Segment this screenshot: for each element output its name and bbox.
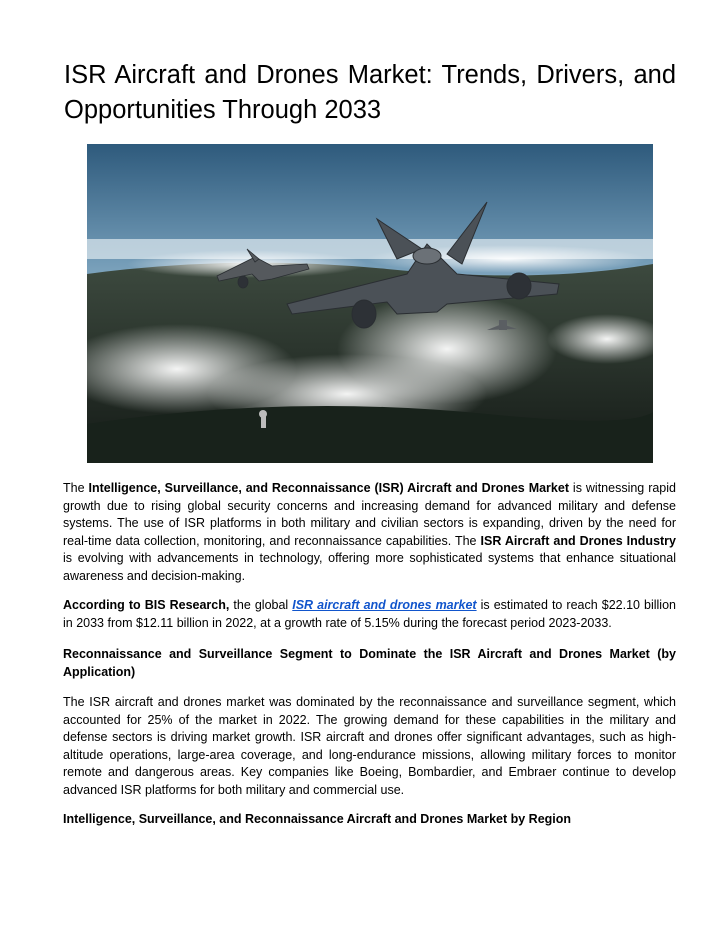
intro-paragraph bbox=[63, 480, 676, 585]
segment-paragraph: The ISR aircraft and drones market was dominated by the reconnaissance and surveillance segment, which accounted for 25% of the market in 2022. The growing demand for these capabilities in the military and defense sectors is driving market growth. ISR aircraft and drones offer significant advantages, such as high-altitude operations, large-area coverage, and long-endurance missions, allowing military forces to monitor remote and dangerous areas. Key companies like Boeing, Bombardier, and Embraer continue to develop advanced ISR platforms for both military and commercial use. bbox=[63, 695, 676, 797]
estimate-lead: According to BIS Research, bbox=[63, 598, 230, 612]
hero-image bbox=[87, 144, 653, 463]
intro-text: is evolving with advancements in technology, offering more sophisticated systems that enhance situational awareness and decision-making. bbox=[63, 551, 676, 583]
intro-bold-market: Intelligence, Surveillance, and Reconnaissance (ISR) Aircraft and Drones Market bbox=[88, 481, 569, 495]
market-report-link[interactable]: ISR aircraft and drones market bbox=[292, 598, 477, 612]
intro-text: The bbox=[63, 481, 89, 495]
page-title: ISR Aircraft and Drones Market: Trends, Drivers, and Opportunities Through 2033 bbox=[64, 61, 676, 124]
fighter-jets-photo-icon bbox=[87, 144, 653, 463]
intro-bold-industry: ISR Aircraft and Drones Industry bbox=[480, 533, 676, 548]
estimate-text: is estimated to reach $22.10 billion in 2033 from $12.11 billion in 2022, at a growth rate of 5.15% during the forecast period 2023-2033. bbox=[63, 598, 676, 630]
estimate-text: the global bbox=[229, 598, 293, 612]
estimate-paragraph bbox=[63, 597, 676, 632]
section-heading-application: Reconnaissance and Surveillance Segment to Dominate the ISR Aircraft and Drones Market (by Application) bbox=[63, 647, 676, 679]
section-heading-region: Intelligence, Surveillance, and Reconnaissance Aircraft and Drones Market by Region bbox=[63, 812, 572, 826]
intro-text: is witnessing rapid growth due to rising global security concerns and increasing demand for advanced military and defense systems. The use of ISR platforms in both military and civilian sectors is expanding, driven by the need for real-time data collection, monitoring, and reconnaissance capabilities. The bbox=[63, 481, 676, 548]
